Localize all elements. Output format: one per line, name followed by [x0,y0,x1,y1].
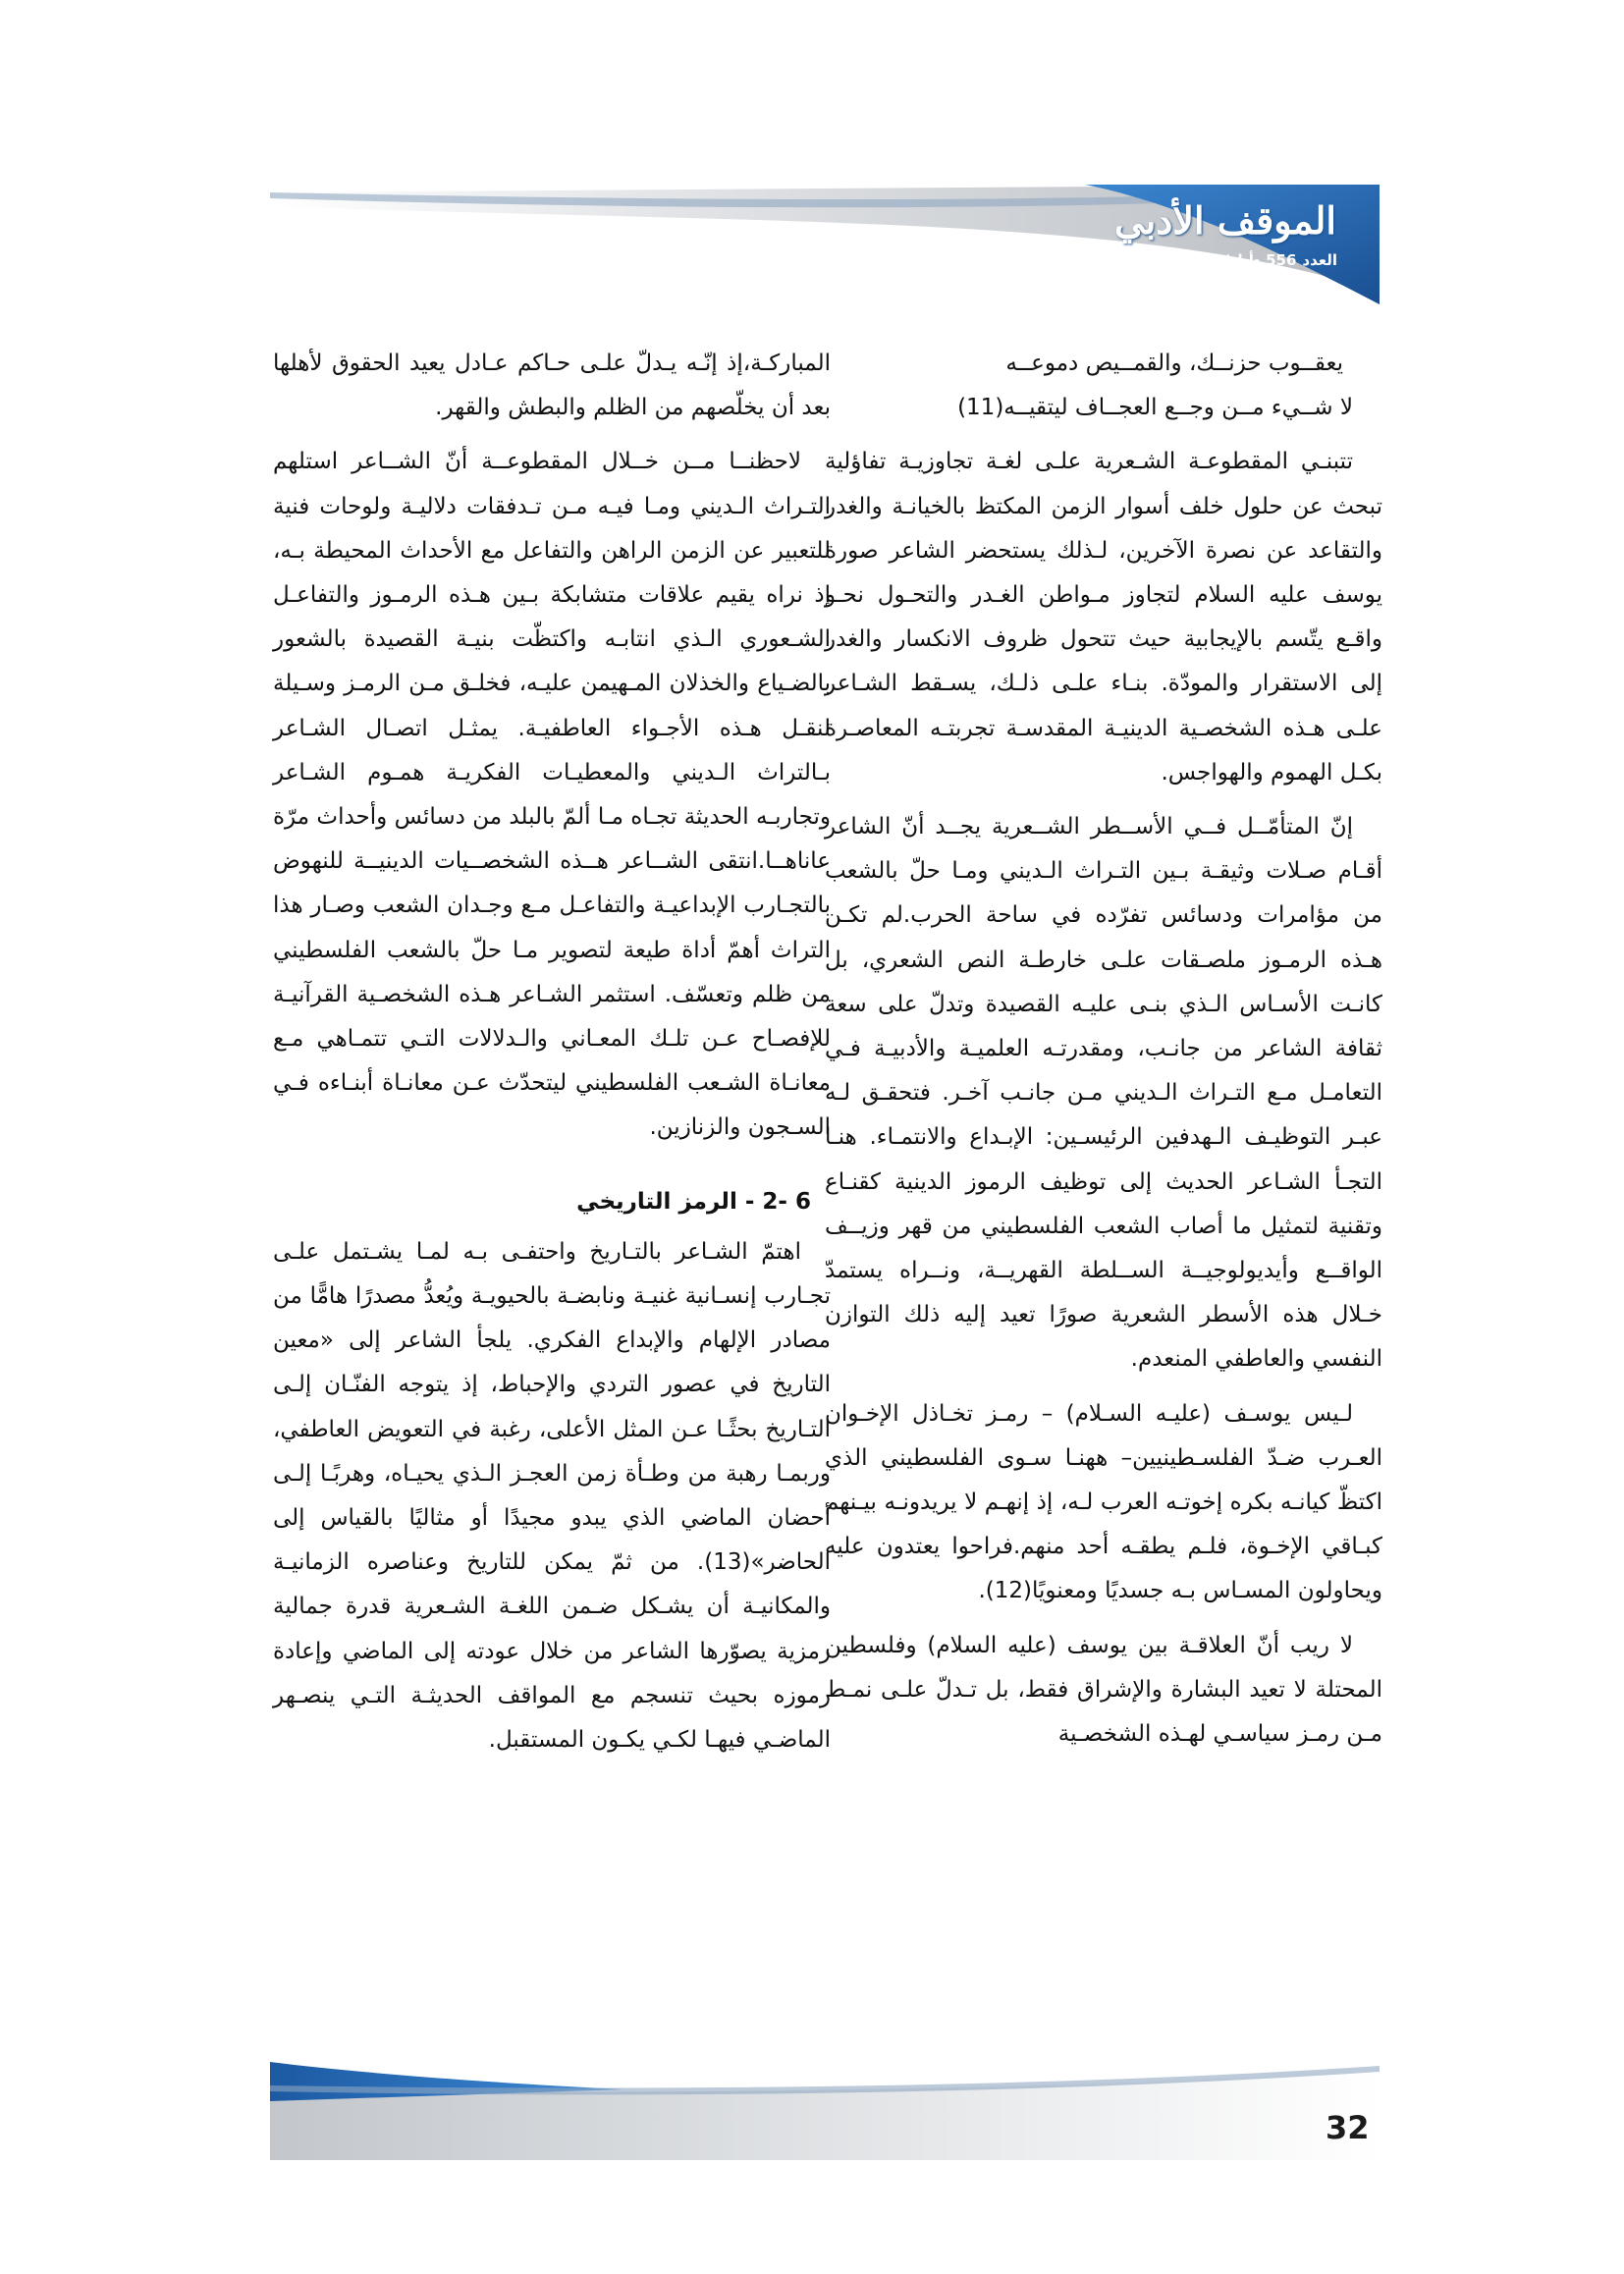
section-title: - الرمز التاريخي [576,1188,755,1215]
footer-band [270,2062,1380,2160]
header-band [270,185,1380,304]
poem-verse-1: يعقــوب حزنــك، والقمــيص دموعــه [1005,351,1343,376]
footer-swoosh-graphic [270,2062,1380,2160]
section-heading [273,1180,831,1224]
issue-info [1174,251,1340,269]
magazine-logo: الموقف الأدبي [1114,198,1336,243]
page-number: 32 [1326,2109,1370,2146]
paragraph: لـيس يوسـف (عليـه السـلام) – رمـز تخـاذل الإخـوان العـرب ضـدّ الفلسـطينيين– ههنـا سـوى الفلسطيني الذي اكتظّ كيانـه بكره إخوتـه العرب لـه، إذ إنهـم لا يريدونـه بيـنهم كبـاقي الإخـوة، فلـم يطقـه أحد منهم.فراحوا يعتدون عليه ويحاولون المسـاس بـه جسديًا ومعنويًا(12). [825,1400,1382,1604]
issue-number: 556 [1266,251,1297,269]
paragraph: اهتمّ الشـاعر بالتـاريخ واحتفـى بـه لمـا يشـتمل علـى تجـارب إنسـانية غنيـة ونابضـة بالحيويـة ويُعدُّ مصدرًا هامًّا من مصادر الإلهام والإبداع الفكري. يلجأ الشاعر إلى «معين التاريخ في عصور التردي والإحباط، إذ يتوجه الفنّـان إلـى التـاريخ بحثًـا عـن المثل الأعلى، رغبة في التعويض العاطفي، وربمـا رهبة من وطـأة زمن العجـز الـذي يحيـاه، وهربًـا إلـى أحضان الماضي الذي يبدو مجيدًا أو مثاليًا بالقياس إلى الحاضر»(13). من ثمّ يمكن للتاريخ وعناصره الزمانيـة والمكانيـة أن يشـكل ضـمن اللغـة الشـعرية قدرة جمالية رمزية يصوّرها الشاعر من خلال عودته إلى الماضي وإعادة رموزه بحيث تنسجم مع المواقف الحديثـة التـي ينصـهر الماضـي فيهـا لكـي يكـون المستقبل. [273,1238,831,1754]
poem-verse-2: لا شــيء مــن وجــع العجــاف ليتقيــه(11) [957,395,1353,421]
paragraph: إنّ المتأمّــل فــي الأســطر الشــعرية يجــد أنّ الشاعر أقـام صـلات وثيقـة بـين التـراث الـديني ومـا حلّ بالشعب من مؤامرات ودسائس تفرّده في ساحة الحرب.لم تكـن هـذه الرمـوز ملصـقات علـى خارطـة النص الشعري، بل كانـت الأسـاس الـذي بنـى عليـه القصيدة وتدلّ على سعة ثقافة الشاعر من جانـب، ومقدرتـه العلميـة والأدبيـة فـي التعامـل مـع التـراث الـديني مـن جانـب آخـر. فتحقـق لـه عبـر التوظيـف الـهدفين الرئيسـين: الإبـداع والانتمـاء. هنـا التجـأ الشـاعر الحديث إلى توظيف الرموز الدينية كقنـاع وتقنية لتمثيل ما أصاب الشعب الفلسطيني من قهر وزيــف الواقــع وأيديولوجيــة الســلطة القهريــة، ونــراه يستمدّ خـلال هذه الأسطر الشعرية صورًا تعيد إليه ذلك التوازن النفسي والعاطفي المنعدم. [825,814,1382,1373]
paragraph: المباركـة،إذ إنّـه يـدلّ علـى حـاكم عـادل يعيد الحقوق لأهلها بعد أن يخلّصهم من الظلم والبطش والقهر. [273,351,831,421]
paragraph: لا ريب أنّ العلاقـة بين يوسف (عليه السلام) وفلسطين المحتلة لا تعيد البشارة والإشراق فقط، بل تـدلّ علـى نمـط مـن رمـز سياسـي لهـذه الشخصـية [825,1632,1382,1748]
paragraph: لاحظنــا مــن خــلال المقطوعــة أنّ الشــاعر استلهم التـراث الـديني ومـا فيـه مـن تـدفقات دلاليـة ولوحات فنية للتعبير عن الزمن الراهن والتفاعل مع الأحداث المحيطة بـه، إذ نراه يقيم علاقات متشابكة بـين هـذه الرمـوز والتفاعـل الشـعوري الـذي انتابـه واكتظّت بنيـة القصيدة بالشعور بالضـياع والخذلان المـهيمن عليـه، فخلـق مـن الرمـز وسـيلة لنقـل هـذه الأجـواء العاطفيـة. يمثـل اتصـال الشـاعر بـالتراث الـديني والمعطيـات الفكريـة همـوم الشـاعر وتجاربـه الحديثة تجـاه مـا ألمّ بالبلد من دسائس وأحداث مرّة عاناهــا.انتقى الشــاعر هــذه الشخصــيات الدينيــة للنهوض بالتجـارب الإبداعيـة والتفاعـل مـع وجـدان الشعب وصـار هذا التراث أهمّ أداة طيعة لتصوير مـا حلّ بالشعب الفلسطيني من ظلم وتعسّف. استثمر الشـاعر هـذه الشخصـية القرآنيـة للإفصـاح عـن تلـك المعـاني والـدلالات التـي تتمـاهي مـع معانـاة الشـعب الفلسطيني ليتحدّث عـن معانـاة أبنـاءه فـي السـجون والزنازين. [273,449,831,1141]
right-column [825,342,1382,1757]
issue-year: 2017 [1176,251,1218,269]
left-column [273,342,831,1762]
issue-month: -أيار/ [1223,251,1261,269]
issue-label: العدد [1302,251,1337,269]
section-number: 6 -2 [762,1188,811,1215]
paragraph: تتبنـي المقطوعـة الشـعرية علـى لغـة تجاوزيـة تفاؤلية تبحث عن حلول خلف أسوار الزمن المكتظ بالخيانـة والغدر والتقاعد عن نصرة الآخرين، لـذلك يستحضر الشاعر صورة يوسف عليه السلام لتجاوز مـواطن الغـدر والتحـول نحـو واقـع يتّسم بالإيجابية حيث تتحول ظروف الانكسار والغدر إلى الاستقرار والمودّة. بنـاء علـى ذلـك، يسـقط الشـاعر علـى هـذه الشخصـية الدينيـة المقدسـة تجربتـه المعاصـرة بكـل الهموم والهواجس. [825,449,1382,785]
